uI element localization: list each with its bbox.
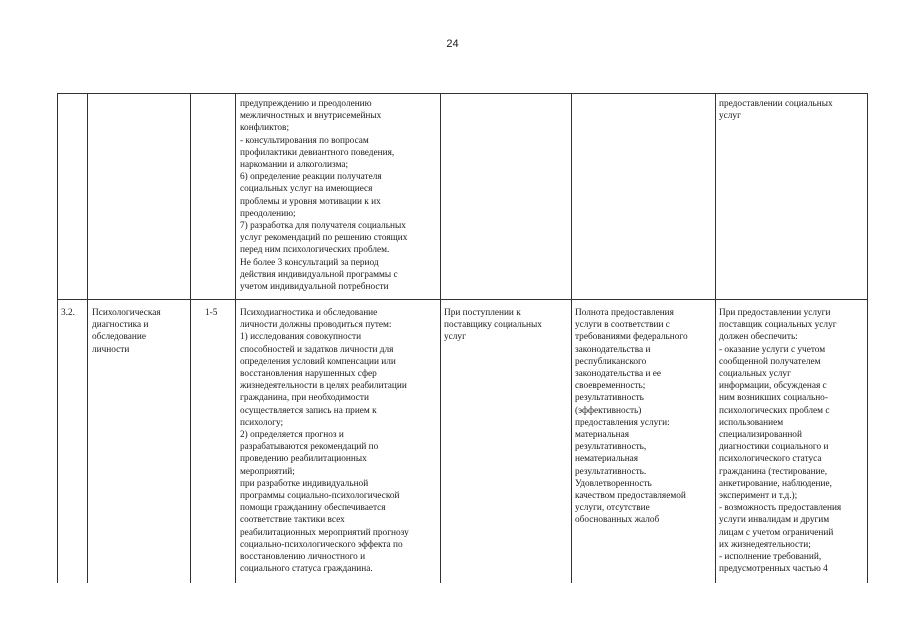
column-border [715, 93, 716, 583]
table-top-border [57, 93, 868, 94]
column-border [235, 93, 236, 583]
page-number: 24 [446, 38, 459, 50]
service-frequency: 1-5 [205, 308, 218, 318]
service-timing: При поступлении к поставщику социальных услуг [444, 308, 542, 343]
column-border [867, 93, 868, 583]
service-conditions: При предоставлении услуги поставщик социальных услуг должен обеспечить: - оказание услуги с учетом сообщенной получателем социальных услуг информации, обсужденая с ним возникших социально- психологических проблем с использованием специализированной диагностики социального и психологического статуса гражданина (тестирование, анкетирование, наблюдение, эксперимент и т.д.); - возможность предоставления услуги инвалидам и другим лицам с учетом ограничений их жизнедеятельности; - исполнение требований, предусмотренных частью 4 [719, 308, 842, 575]
row-number: 3.2. [61, 308, 75, 318]
service-name: Психологическая диагностика и обследование личности [92, 308, 161, 355]
column-border [57, 93, 58, 583]
service-description: Психодиагностика и обследование личности должны проводиться путем: 1) исследования совокупности способностей и задатков личности для определения условий компенсации или восстановления нарушенных сфер жизнедеятельности в целях реабилитации гражданина, при необходимости осуществляется запись на прием к психологу; 2) определяется прогноз и разрабатываются рекомендаций по проведению реабилитационных мероприятий; при разработке индивидуальной программы социально-психологической помощи гражданину обеспечивается соответствие тактики всех реабилитационных мероприятий прогнозу социально-психологического эффекта по восстановлению личностного и социального статуса гражданина. [240, 308, 409, 575]
column-border [440, 93, 441, 583]
column-border [190, 93, 191, 583]
service-quality-indicators: Полнота предоставления услуги в соответствии с требованиями федерального законодательства и республиканского законодательства и ее своевременность; результативность (эффективность) предоставления услуги: материальная результативность, нематериальная результативность. Удовлетворенность качеством предоставляемой услуги, отсутствие обоснованных жалоб [575, 308, 688, 526]
column-border [571, 93, 572, 583]
column-border [87, 93, 88, 583]
service-conditions-continued: предоставлении социальных услуг [719, 99, 833, 122]
row-separator [57, 299, 868, 300]
service-description-continued: предупреждению и преодолению межличностных и внутрисемейных конфликтов; - консультирования по вопросам профилактики девиантного поведения, наркомании и алкоголизма; 6) определение реакции получателя социальных услуг на имеющиеся проблемы и уровня мотивации к их преодолению; 7) разработка для получателя социальных услуг рекомендаций по решению стоящих перед ним психологических проблем. Не более 3 консультаций за период действия индивидуальной программы с учетом индивидуальной потребности [240, 99, 408, 293]
